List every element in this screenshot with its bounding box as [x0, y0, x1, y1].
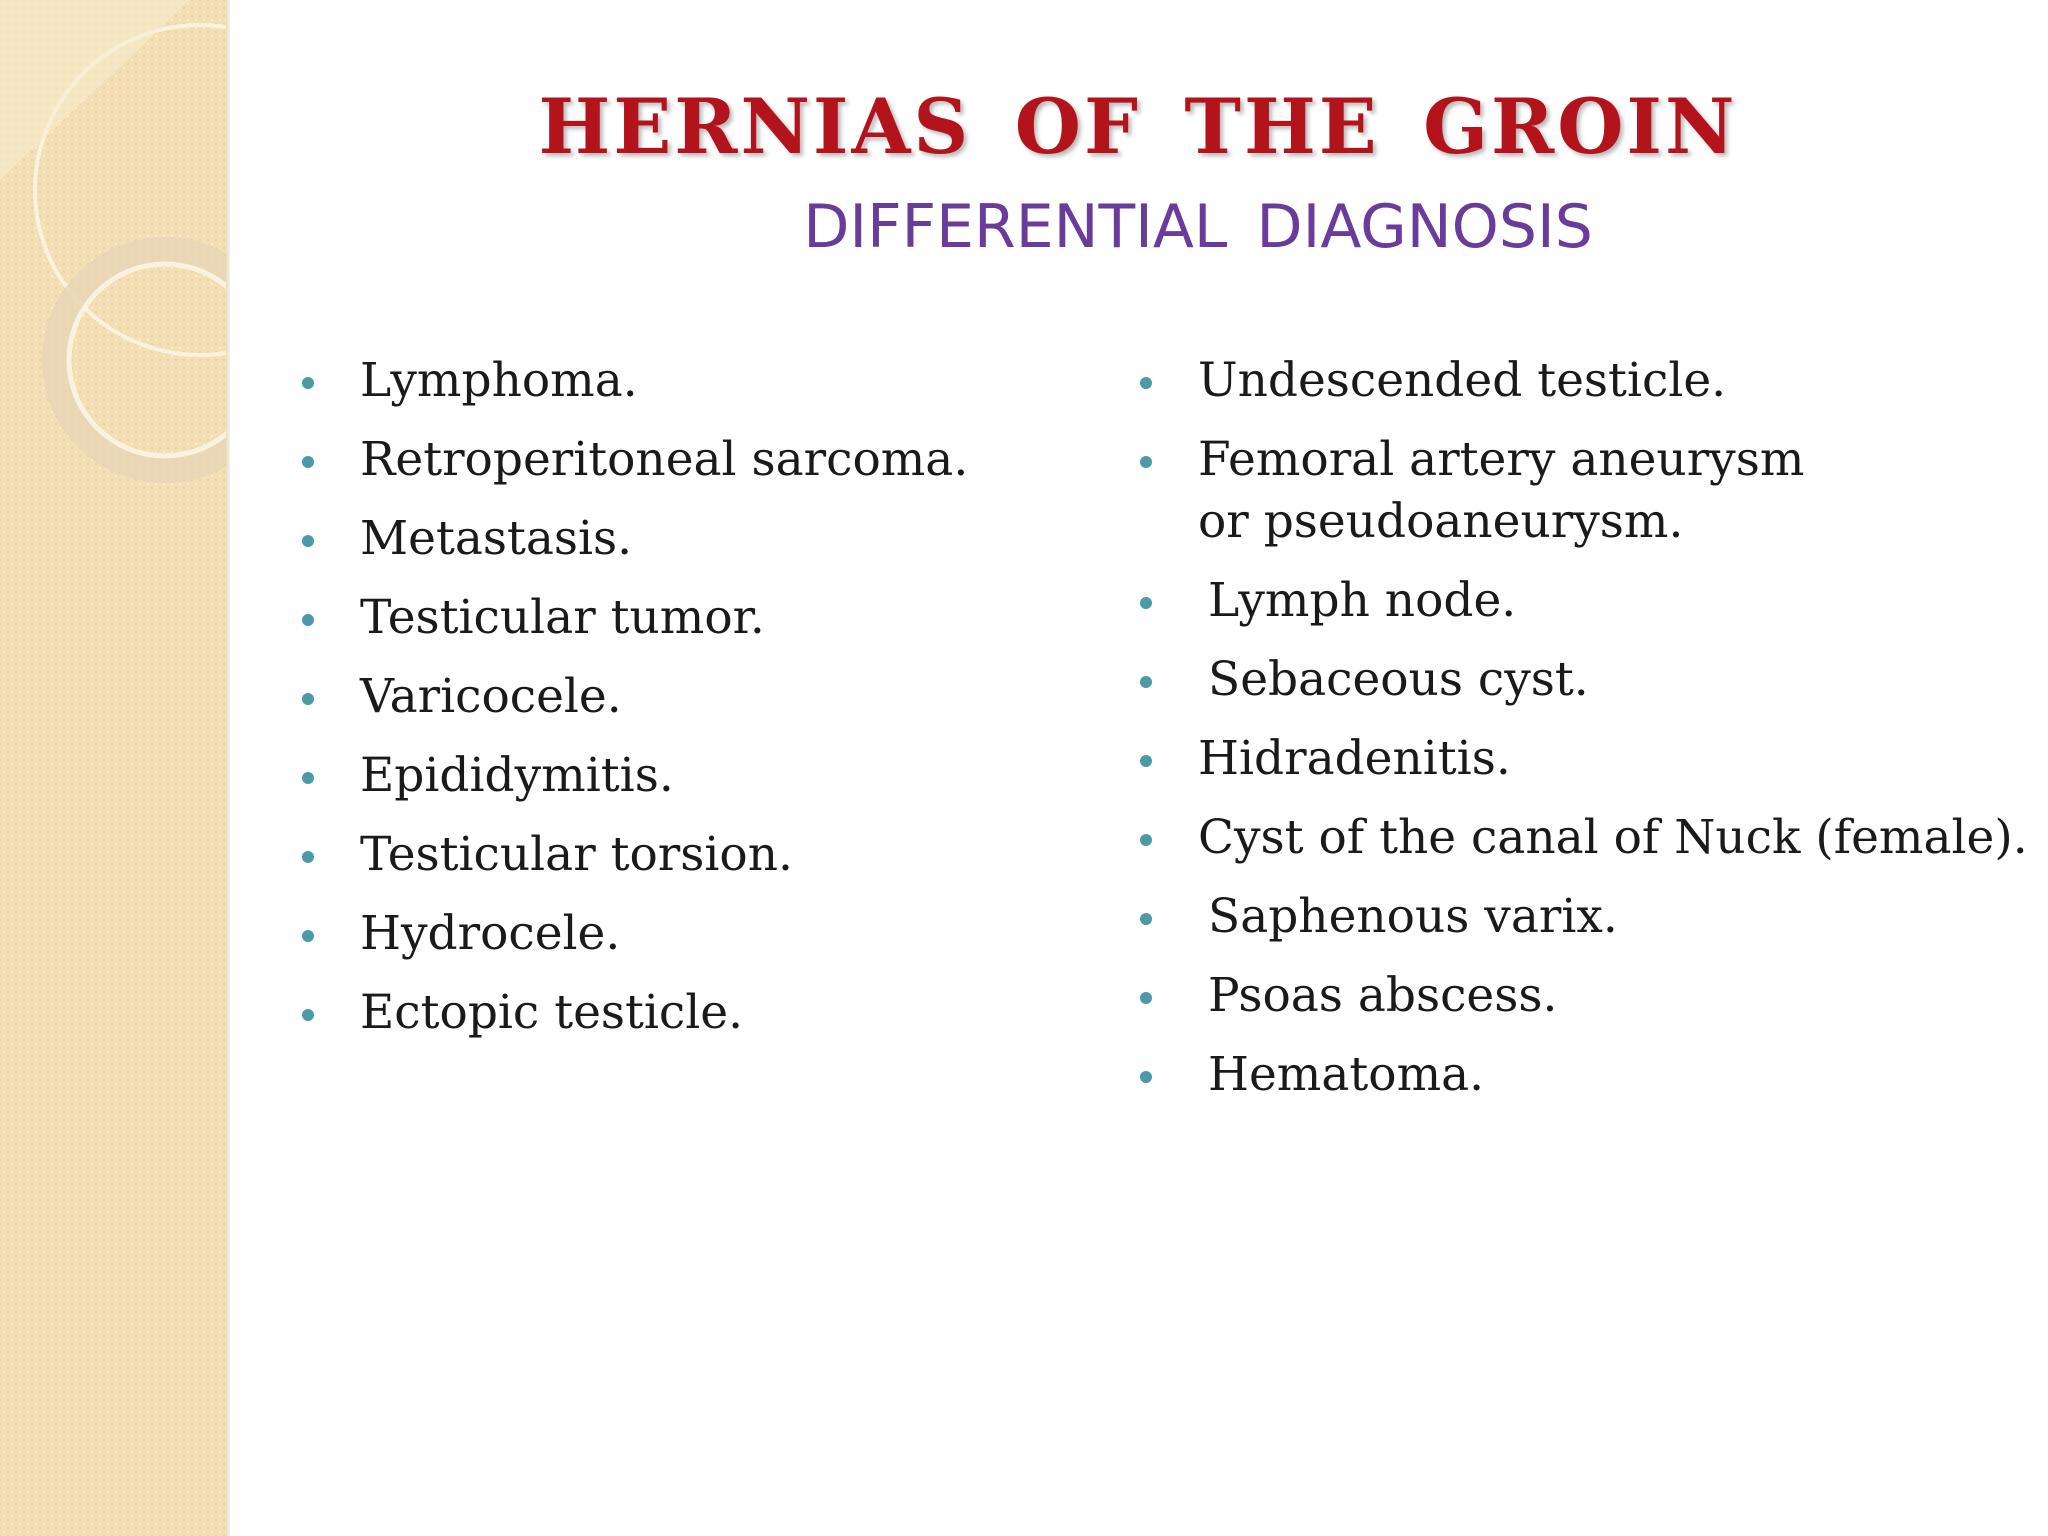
bullet-icon	[302, 614, 314, 626]
bullet-icon	[302, 535, 314, 547]
list-item	[1140, 965, 2028, 1027]
list-item	[1140, 350, 2028, 412]
bullet-icon	[302, 1009, 314, 1021]
bullet-icon	[302, 930, 314, 942]
bullet-icon	[1140, 834, 1152, 846]
list-item	[1140, 649, 2028, 711]
list-item-text: Testicular torsion.	[360, 827, 793, 882]
list-item	[302, 429, 968, 491]
bullet-icon	[1140, 992, 1152, 1004]
list-item	[302, 903, 968, 965]
list-item	[302, 587, 968, 649]
list-item-text: Saphenous varix.	[1208, 889, 1618, 944]
list-item-text: Testicular tumor.	[360, 590, 765, 645]
list-item-text: Psoas abscess.	[1208, 968, 1558, 1023]
list-item-text: Sebaceous cyst.	[1208, 652, 1589, 707]
list-item-text: Epididymitis.	[360, 748, 674, 803]
bullet-icon	[1140, 597, 1152, 609]
list-item	[1140, 1044, 2028, 1106]
left-diagnosis-list	[302, 350, 968, 1061]
list-item	[1140, 886, 2028, 948]
list-item	[302, 666, 968, 728]
list-item-text: Undescended testicle.	[1198, 353, 1727, 408]
list-item-text: Lymph node.	[1208, 573, 1517, 628]
bullet-icon	[1140, 913, 1152, 925]
bullet-icon	[302, 456, 314, 468]
list-item	[302, 982, 968, 1044]
bullet-icon	[302, 377, 314, 389]
bullet-icon	[1140, 755, 1152, 767]
bullet-icon	[302, 772, 314, 784]
list-item-text: Hematoma.	[1208, 1047, 1485, 1102]
list-item-text: Ectopic testicle.	[360, 985, 744, 1040]
list-item-text: Lymphoma.	[360, 353, 638, 408]
slide-subtitle: DIFFERENTIAL DIAGNOSIS	[803, 192, 1593, 262]
bullet-icon	[1140, 676, 1152, 688]
list-item	[1140, 429, 2028, 553]
list-item	[1140, 570, 2028, 632]
right-diagnosis-list	[1140, 350, 2028, 1123]
list-item-text: Femoral artery aneurysm or pseudoaneurysm.	[1198, 432, 1805, 549]
bullet-icon	[302, 851, 314, 863]
list-item	[302, 508, 968, 570]
list-item	[302, 745, 968, 807]
list-item-text: Metastasis.	[360, 511, 633, 566]
decorative-sidebar	[0, 0, 228, 1536]
bullet-icon	[302, 693, 314, 705]
bullet-icon	[1140, 377, 1152, 389]
list-item	[1140, 807, 2028, 869]
slide-title: HERNIAS OF THE GROIN	[538, 82, 1738, 171]
bullet-icon	[1140, 1071, 1152, 1083]
bullet-icon	[1140, 456, 1152, 468]
list-item-text: Varicocele.	[360, 669, 622, 724]
list-item-text: Hydrocele.	[360, 906, 621, 961]
list-item-text: Hidradenitis.	[1198, 731, 1511, 786]
list-item	[1140, 728, 2028, 790]
list-item	[302, 350, 968, 412]
list-item-text: Cyst of the canal of Nuck (female).	[1198, 810, 2028, 865]
decorative-rings	[0, 0, 228, 520]
list-item	[302, 824, 968, 886]
list-item-text: Retroperitoneal sarcoma.	[360, 432, 969, 487]
